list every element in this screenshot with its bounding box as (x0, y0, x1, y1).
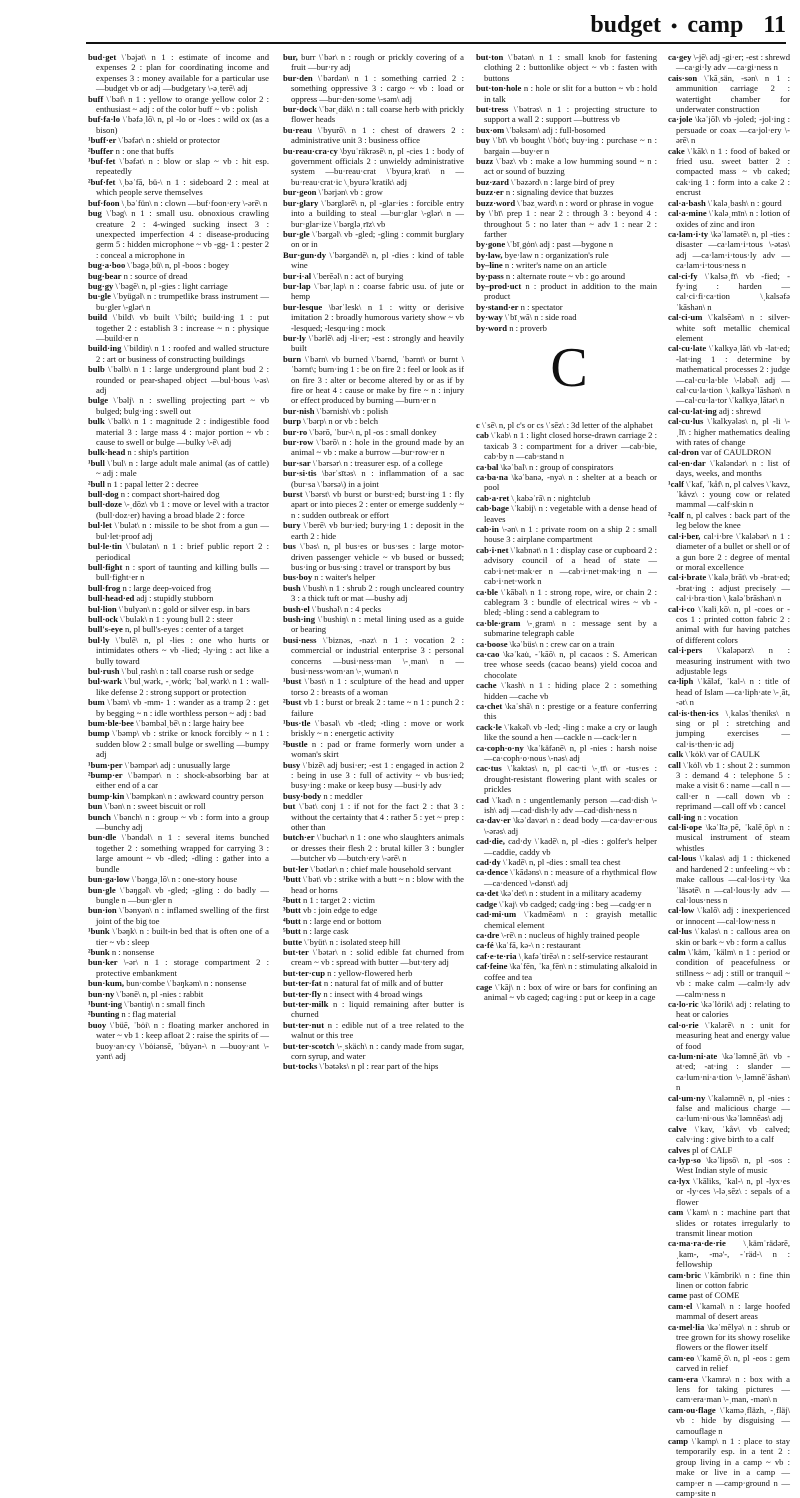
dictionary-entry: by·stand·er n : spectator (476, 301, 563, 312)
dictionary-entry: ¹buf·fet \ˈbəfət\ n : blow or slap ~ vb : hit esp. repeatedly (88, 156, 269, 177)
dictionary-entry: ca·ble·gram \-ˌgram\ n : message sent by a submarine telegraph cable (476, 617, 657, 639)
dictionary-entry: ²bump·er \ˈbəmpər\ n : shock-absorbing bar at either end of a car (88, 770, 269, 791)
dictionary-entry: ca·coph·o·ny \kaˈkäfənē\ n, pl -nies : harsh noise —ca·coph·o·nous \-nəs\ adj (476, 742, 657, 763)
dictionary-entry: ca·ba·na \kəˈbanə, -nyə\ n : shelter at a beach or pool (476, 472, 657, 493)
dictionary-entry: bunch \ˈbənch\ n : group ~ vb : form into a group —bunchy adj (88, 811, 269, 833)
dictionary-entry: burn \ˈbərn\ vb burned \ˈbərnd, ˈbərnt\ or burnt \ˈbərnt\; burn·ing 1 : be on fire 2 : feel or look as if on fire 3 : alter or become altered by or as if by fire or heat 4 : cause or make by fire ~ n : injury or effect produced by burning —burn·er n (283, 353, 464, 406)
dictionary-entry: ¹bust \ˈbəst\ n 1 : sculpture of the head and upper torso 2 : breasts of a woman (283, 676, 464, 697)
dictionary-entry: ¹bull \ˈbul\ n : large adult male animal (as of cattle) ~ adj : male (88, 457, 269, 479)
dictionary-entry: buzz·er n : signaling device that buzzes (476, 187, 614, 198)
dictionary-entry: buzz \ˈbəz\ vb : make a low humming sound ~ n : act or sound of buzzing (476, 156, 657, 177)
dictionary-entry: bull·doze \-ˌdōz\ vb 1 : move or level with a tractor (bull·doz·er) having a broad blade 2 : force (88, 499, 269, 520)
dictionary-entry: buz·zard \ˈbəzərd\ n : large bird of prey (476, 176, 615, 187)
dictionary-entry: bug·bear n : source of dread (88, 270, 188, 281)
dictionary-entry: cal·cu·lus \ˈkalkyələs\ n, pl -li \-ˌlī\ : higher mathematics dealing with rates of change (668, 416, 790, 448)
dictionary-entry: ²bunk n : nonsense (88, 946, 155, 957)
guide-word-right: camp (687, 12, 744, 38)
dictionary-entry: bu·gle \ˈbyügəl\ n : trumpetlike brass instrument —bu·gler \-glər\ n (88, 291, 269, 312)
dictionary-entry: but·ter·fat n : natural fat of milk and of butter (283, 978, 444, 989)
dictionary-entry: ⁴butt n : large end or bottom (283, 915, 382, 926)
dictionary-entry: bun·ny \ˈbənē\ n, pl -nies : rabbit (88, 988, 204, 999)
dictionary-entry: by–prod·uct n : product in addition to the main product (476, 280, 657, 302)
bullet-separator: • (671, 16, 678, 36)
dictionary-entry: bun·ga·low \ˈbəŋgəˌlō\ n : one-story house (88, 874, 238, 885)
dictionary-entry: cal·lous \ˈkaləs\ adj 1 : thickened and hardened 2 : unfeeling ~ vb : make callous —cal·los·i·ty \kaˈläsətē\ n —cal·lous·ly adv —cal·lous·ness n (668, 853, 790, 905)
dictionary-entry: by·gone \ˈbīˌgȯn\ adj : past —bygone n (476, 239, 614, 250)
dictionary-entry: cal·i·ber, cal·i·bre \ˈkaləbər\ n 1 : diameter of a bullet or shell or of a gun bore 2 : degree of mental or moral excellence (668, 530, 790, 572)
dictionary-entry: bur·si·tis \bərˈsītəs\ n : inflammation of a sac (bur·sa \ˈbərsə\) in a joint (283, 468, 464, 489)
dictionary-entry: ⁵butt n : large cask (283, 926, 349, 937)
dictionary-entry: bul·lion \ˈbulyən\ n : gold or silver esp. in bars (88, 603, 250, 614)
guide-word-left: budget (590, 12, 661, 38)
dictionary-entry: by·law, bye·law n : organization's rule (476, 249, 609, 260)
dictionary-entry: ca·lyp·so \kəˈlipsō\ n, pl -sos : West Indian style of music (668, 1155, 790, 1176)
dictionary-entry: bun·kum, bun·combe \ˈbəŋkəm\ n : nonsense (88, 978, 247, 989)
dictionary-entry: bux·om \ˈbəksəm\ adj : full-bosomed (476, 124, 606, 135)
dictionary-entry: bur·den \ˈbərdən\ n 1 : something carried 2 : something oppressive 3 : cargo ~ vb : load or oppress —bur·den·some \-səm\ adj (283, 72, 464, 104)
dictionary-entry: bur, burr \ˈbər\ n : rough or prickly covering of a fruit —bur·ry adj (283, 52, 464, 73)
column-2 (283, 52, 464, 1072)
dictionary-entry: ca·chet \kaˈshā\ n : prestige or a feature conferring this (476, 700, 657, 722)
dictionary-entry: ca·bal \kəˈbal\ n : group of conspirators (476, 461, 614, 472)
dictionary-entry: by \ˈbī\ prep 1 : near 2 : through 3 : beyond 4 : throughout 5 : no later than ~ adv 1 : near 2 : farther (476, 208, 657, 239)
dictionary-entry: bur·ro \ˈbərō, ˈbur-\ n, pl -os : small donkey (283, 426, 437, 437)
dictionary-entry: bur·gle \ˈbərgəl\ vb -gled; -gling : commit burglary on or in (283, 228, 464, 250)
dictionary-entry: cad·die, cad·dy \ˈkadē\ n, pl -dies : golfer's helper —caddie, caddy vb (476, 836, 657, 857)
dictionary-entry: buf·fa·lo \ˈbəfəˌlō\ n, pl -lo or -loes : wild ox (as a bison) (88, 114, 269, 135)
dictionary-entry: camp \ˈkamp\ n 1 : place to stay temporarily esp. in a tent 2 : group living in a camp ~ vb : make or live in a camp —camp·er n —camp·ground n —camp·site n (668, 1436, 790, 1498)
dictionary-entry: caf·e·te·ria \ˌkafəˈtirēə\ n : self-service restaurant (476, 950, 649, 961)
dictionary-entry: cad·mi·um \ˈkadmēəm\ n : grayish metallic chemical element (476, 909, 657, 930)
dictionary-entry: cage \ˈkāj\ n : box of wire or bars for confining an animal ~ vb caged; cag·ing : put or keep in a cage (476, 981, 657, 1003)
dictionary-entry: ca·fé \kaˈfā, kə-\ n : restaurant (476, 940, 581, 951)
dictionary-entry: bu·reau·cra·cy \byuˈräkrəsē\ n, pl -cies 1 : body of government officials 2 : unwieldy administrative system —bu·reau·crat \ˈbyurəˌkrat\ n —bu·reau·crat·ic \ˌbyurəˈkratik\ adj (283, 145, 464, 187)
dictionary-entry: bug·a·boo \ˈbəgəˌbü\ n, pl -boos : bogey (88, 260, 230, 271)
dictionary-entry: ¹bus·tle \ˈbəsəl\ vb -tled; -tling : move or work briskly ~ n : energetic activity (283, 718, 464, 739)
dictionary-entry: bun·gle \ˈbəŋgəl\ vb -gled; -gling : do badly —bungle n —bun·gler n (88, 884, 269, 905)
dictionary-entry: cal·ci·fy \ˈkalsəˌfī\ vb -fied; -fy·ing : harden —cal·ci·fi·ca·tion \ˌkalsəfəˈkāshən\ n (668, 270, 790, 312)
dictionary-entry: ca·det \kəˈdet\ n : student in a military academy (476, 888, 642, 899)
dictionary-entry: bump \ˈbəmp\ vb : strike or knock forcibly ~ n 1 : sudden blow 2 : small bulge or swelling —bumpy adj (88, 728, 269, 760)
dictionary-entry: bush·el \ˈbushəl\ n : 4 pecks (283, 603, 382, 614)
dictionary-entry: bull·fight n : sport of taunting and killing bulls —bull·fight·er n (88, 561, 269, 583)
dictionary-entry: bur·nish \ˈbərnish\ vb : polish (283, 405, 389, 416)
dictionary-entry: cad \ˈkad\ n : ungentlemanly person —cad·dish \-ish\ adj —cad·dish·ly adv —cad·dish·ness n (476, 794, 657, 816)
dictionary-entry: but·tress \ˈbətrəs\ n 1 : projecting structure to support a wall 2 : support —buttress vb (476, 104, 657, 125)
dictionary-entry: busi·ness \ˈbiznəs, -nəz\ n 1 : vocation 2 : commercial or industrial enterprise 3 : personal concerns —busi·ness·man \-ˌman\ n —busi·ness·wom·an \-ˌwumən\ n (283, 634, 464, 676)
dictionary-entry: bus·boy n : waiter's helper (283, 572, 376, 583)
dictionary-entry: ²bunting n : flag material (88, 1009, 177, 1020)
dictionary-entry: bus \ˈbəs\ n, pl bus·es or bus·ses : large motor-driven passenger vehicle ~ vb bused or bussed; bus·ing or bus·sing : travel or transport by bus (283, 541, 464, 572)
dictionary-entry: ²bust vb 1 : burst or break 2 : tame ~ n 1 : punch 2 : failure (283, 697, 464, 718)
dictionary-entry: buf·foon \ˌbəˈfün\ n : clown —buf·foon·ery \-ərē\ n (88, 197, 268, 208)
dictionary-entry: bury \ˈberē\ vb bur·ied; bury·ing 1 : deposit in the earth 2 : hide (283, 520, 464, 541)
dictionary-entry: ca·jole \kəˈjōl\ vb -joled; -jol·ing : persuade or coax —ca·jol·ery \-ərē\ n (668, 114, 790, 146)
dictionary-entry: busy·body n : meddler (283, 790, 363, 801)
dictionary-entry: but·tocks \ˈbətəks\ n pl : rear part of the hips (283, 1061, 439, 1072)
dictionary-entry: cal·li·ope \kəˈlīəˌpē, ˈkalēˌōp\ n : musical instrument of steam whistles (668, 822, 790, 853)
dictionary-entry: calk \ˈkȯk\ var of CAULK (668, 749, 761, 760)
dictionary-entry: cam·bric \ˈkāmbrik\ n : fine thin linen or cotton fabric (668, 1269, 790, 1290)
dictionary-entry: cam·era \ˈkamrə\ n : box with a lens for taking pictures —cam·era·man \-ˌman, -mən\ n (668, 1373, 790, 1405)
dictionary-entry: calves pl of CALF (668, 1144, 733, 1155)
dictionary-entry: bu·reau \ˈbyurō\ n 1 : chest of drawers 2 : administrative unit 3 : business office (283, 124, 464, 146)
dictionary-entry: ¹buff·er \ˈbəfər\ n : shield or protector (88, 135, 220, 146)
dictionary-entry: ¹butt \ˈbət\ vb : strike with a butt ~ n : blow with the head or horns (283, 874, 464, 895)
dictionary-entry: cal·dron var of CAULDRON (668, 447, 772, 458)
dictionary-entry: bul·let \ˈbulət\ n : missile to be shot from a gun —bul·let·proof adj (88, 520, 269, 541)
dictionary-entry: ca·dence \ˈkādəns\ n : measure of a rhythmical flow —ca·denced \-dənst\ adj (476, 867, 657, 888)
dictionary-entry: calve \ˈkav, ˈkåv\ vb calved; calv·ing : give birth to a calf (668, 1123, 790, 1145)
dictionary-entry: bun \ˈbən\ n : sweet biscuit or roll (88, 801, 206, 812)
column-3-top (476, 52, 657, 342)
dictionary-entry: cam \ˈkam\ n : machine part that slides or rotates irregularly to transmit linear motion (668, 1207, 790, 1238)
dictionary-entry: bur·ly \ˈbərlē\ adj -li·er; -est : strongly and heavily built (283, 332, 464, 354)
dictionary-entry: buzz·word \ˈbəzˌwərd\ n : word or phrase in vogue (476, 197, 654, 208)
dictionary-entry: burp \ˈbərp\ n or vb : belch (283, 416, 379, 427)
dictionary-entry: ¹calf \ˈkaf, ˈkåf\ n, pl calves \ˈkavz, ˈkåvz\ : young cow or related mammal —calf·skin n (668, 478, 790, 510)
page-header (590, 12, 786, 39)
dictionary-entry: cab·i·net \ˈkabnət\ n 1 : display case or cupboard 2 : advisory council of a head of state —cab·i·net·mak·er n —cab·i·net·mak·ing n —cab·i·net·work n (476, 544, 657, 587)
dictionary-entry: ²calf n, pl calves : back part of the leg below the knee (668, 509, 790, 531)
dictionary-entry: cake \ˈkāk\ n 1 : food of baked or fried usu. sweet batter 2 : compacted mass ~ vb caked; cak·ing 1 : form into a cake 2 : encrust (668, 145, 790, 198)
column-1 (88, 52, 269, 1061)
dictionary-entry: bun·ion \ˈbənyən\ n : inflamed swelling of the first joint of the big toe (88, 905, 269, 926)
dictionary-entry: cad·dy \ˈkadē\ n, pl -dies : small tea chest (476, 857, 621, 868)
dictionary-entry: but·ter·milk n : liquid remaining after butter is churned (283, 998, 464, 1020)
dictionary-entry: butch·er \ˈbuchər\ n 1 : one who slaughters animals or dresses their flesh 2 : brutal killer 3 : bungler —butcher vb —butch·ery \-ərē\ n (283, 832, 464, 864)
dictionary-entry: butte \ˈbyüt\ n : isolated steep hill (283, 936, 401, 947)
dictionary-entry: bug·gy \ˈbəgē\ n, pl -gies : light carriage (88, 280, 228, 291)
dictionary-entry: ¹bunt·ing \ˈbəntiŋ\ n : small finch (88, 998, 205, 1009)
section-letter: C (550, 337, 588, 399)
dictionary-entry: ca·dre \-rē\ n : nucleus of highly trained people (476, 929, 640, 940)
dictionary-entry: cal·is·then·ics \ˌkaləsˈtheniks\ n sing or pl : stretching and jumping exercises —cal·is·then·ic adj (668, 707, 790, 749)
dictionary-entry: but·ton \ˈbətən\ n 1 : small knob for fastening clothing 2 : buttonlike object ~ vb : fasten with buttons (476, 52, 657, 83)
dictionary-entry: cal·i·co \ˈkaliˌkō\ n, pl -coes or -cos 1 : printed cotton fabric 2 : animal with fur having patches of different colors (668, 603, 790, 645)
dictionary-entry: build \ˈbild\ vb built \ˈbilt\; build·ing 1 : put together 2 : establish 3 : increase ~ n : physique —build·er n (88, 312, 269, 343)
dictionary-entry: burst \ˈbərst\ vb burst or burst·ed; burst·ing 1 : fly apart or into pieces 2 : enter or emerge suddenly ~ n : sudden outbreak or effort (283, 489, 464, 520)
dictionary-entry: bull·frog n : large deep-voiced frog (88, 582, 212, 593)
dictionary-entry: bulk·head n : ship's partition (88, 447, 189, 458)
dictionary-entry: by–line n : writer's name on an article (476, 260, 607, 271)
dictionary-entry: cal·en·dar \ˈkaləndər\ n : list of days, weeks, and months (668, 457, 790, 479)
dictionary-entry: by·word n : proverb (476, 322, 547, 333)
dictionary-entry: ¹bum·per \ˈbəmpər\ adj : unusually large (88, 759, 231, 770)
dictionary-entry: buoy \ˈbüē, ˈbȯi\ n : floating marker anchored in water ~ vb 1 : keep afloat 2 : raise the spirits of —buoy·an·cy \ˈbȯiənsē, ˈbüyən-\ n —buoy·ant \-yənt\ adj (88, 1019, 269, 1061)
dictionary-entry: cal·um·ny \ˈkaləmnē\ n, pl -nies : false and malicious charge —ca·lum·ni·ous \kəˈləmnēəs\ adj (668, 1092, 790, 1124)
dictionary-entry: cal·lus \ˈkaləs\ n : callous area on skin or bark ~ vb : form a callus (668, 926, 790, 947)
dictionary-entry: cab \ˈkab\ n 1 : light closed horse-drawn carriage 2 : taxicab 3 : compartment for a driver —cab·bie, cab·by n —cab·stand n (476, 430, 657, 462)
dictionary-entry: but·ter·cup n : yellow-flowered herb (283, 967, 413, 978)
dictionary-entry: cam·eo \ˈkamēˌō\ n, pl -eos : gem carved in relief (668, 1352, 790, 1374)
dictionary-entry: but·ter·scotch \-ˌskäch\ n : candy made from sugar, corn syrup, and water (283, 1040, 464, 1061)
dictionary-entry: cam·el \ˈkaməl\ n : large hoofed mammal of desert areas (668, 1300, 790, 1322)
dictionary-entry: buff \ˈbəf\ n 1 : yellow to orange yellow color 2 : enthusiast ~ adj : of the color buff ~ vb : polish (88, 93, 269, 115)
dictionary-entry: bull·head·ed adj : stupidly stubborn (88, 593, 214, 604)
dictionary-entry: ²bustle n : pad or frame formerly worn under a woman's skirt (283, 738, 464, 760)
dictionary-entry: ca·ma·ra·de·rie \ˌkämˈrädərē, ˌkam-, -mə'-, -ˈräd-\ n : fellowship (668, 1238, 790, 1270)
dictionary-entry: came past of COME (668, 1290, 740, 1301)
dictionary-entry: bul·wark \ˈbulˌwərk, -ˌwȯrk; ˈbəlˌwərk\ n 1 : wall-like defense 2 : strong support or protection (88, 676, 269, 697)
dictionary-entry: cal·low \ˈkalō\ adj : inexperienced or innocent —cal·low·ness n (668, 905, 790, 926)
dictionary-entry: bul·ly \ˈbulē\ n, pl -lies : one who hurts or intimidates others ~ vb -lied; -ly·ing : act like a bully toward (88, 634, 269, 666)
dictionary-entry: but·ler \ˈbətlər\ n : chief male household servant (283, 863, 452, 874)
dictionary-entry: ca·lum·ni·ate \kəˈləmnēˌāt\ vb -at·ed; -at·ing : slander —ca·lum·ni·a·tion \-ˌləmnēˈāshən\ n (668, 1051, 790, 1093)
dictionary-entry: but·ter·fly n : insect with 4 broad wings (283, 988, 423, 999)
dictionary-entry: cal·a·bash \ˈkaləˌbash\ n : gourd (668, 197, 782, 208)
dictionary-entry: bur·geon \ˈbərjən\ vb : grow (283, 187, 383, 198)
dictionary-entry: calm \ˈkäm, ˈkälm\ n 1 : period or condition of peacefulness or stillness ~ adj : still or tranquil ~ vb : make calm —calm·ly adv —calm·ness n (668, 946, 790, 999)
dictionary-entry: bum·ble·bee \ˈbəmbəlˌbē\ n : large hairy bee (88, 718, 244, 728)
dictionary-entry: bud·get \ˈbəjət\ n 1 : estimate of income and expenses 2 : plan for coordinating income and expenses 3 : money available for a particular use —budget vb or adj —budgetary \-əˌterē\ adj (88, 52, 269, 94)
dictionary-entry: ca·lam·i·ty \kəˈlamətē\ n, pl -ties : disaster —ca·lam·i·tous \-ətəs\ adj —ca·lam·i·tous·ly adv —ca·lam·i·tous·ness n (668, 228, 790, 271)
dictionary-entry: bulge \ˈbəlj\ n : swelling projecting part ~ vb bulged; bulg·ing : swell out (88, 395, 269, 416)
dictionary-entry: bull's-eye n, pl bull's-eyes : center of a target (88, 624, 244, 635)
dictionary-entry: but·ter·nut n : edible nut of a tree related to the walnut or this tree (283, 1019, 464, 1041)
dictionary-entry: caf·feine \kaˈfēn, ˈkaˌfēn\ n : stimulating alkaloid in coffee and tea (476, 961, 657, 982)
dictionary-entry: cais·son \ˈkāˌsän, -sən\ n 1 : ammunition carriage 2 : watertight chamber for underwater construction (668, 72, 790, 115)
dictionary-entry: ca·cao \kəˈkau̇, -ˈkāō\ n, pl cacaos : S. American tree whose seeds (cacao beans) yield cocoa and chocolate (476, 648, 657, 680)
dictionary-entry: ²buf·fet \ˌbəˈfā, bü-\ n 1 : sideboard 2 : meal at which people serve themselves (88, 176, 269, 198)
dictionary-entry: busy \ˈbizē\ adj busi·er; -est 1 : engaged in action 2 : being in use 3 : full of activity ~ vb bus·ied; busy·ing : make or keep busy —busi·ly adv (283, 759, 464, 791)
dictionary-entry: ¹bunk \ˈbəŋk\ n : built-in bed that is often one of a tier ~ vb : sleep (88, 926, 269, 947)
dictionary-entry: bul·le·tin \ˈbulətən\ n 1 : brief public report 2 : periodical (88, 541, 269, 562)
dictionary-entry: but·ter \ˈbətər\ n : solid edible fat churned from cream ~ vb : spread with butter —but·tery adj (283, 946, 464, 968)
dictionary-entry: by·pass n : alternate route ~ vb : go around (476, 270, 626, 281)
dictionary-entry: ²butt n 1 : target 2 : victim (283, 894, 375, 905)
dictionary-entry: call \ˈkȯl\ vb 1 : shout 2 : summon 3 : demand 4 : telephone 5 : make a visit 6 : name —call n —call·er n —call down vb : reprimand —call off vb : cancel (668, 759, 790, 812)
dictionary-entry: bump·kin \ˈbəmpkən\ n : awkward country person (88, 790, 264, 801)
dictionary-entry: cal·ci·um \ˈkalsēəm\ n : silver-white soft metallic chemical element (668, 312, 790, 343)
column-3-bottom (476, 420, 657, 1003)
dictionary-entry: ca·boose \kəˈbüs\ n : crew car on a train (476, 638, 615, 649)
dictionary-entry: bulk \ˈbəlk\ n 1 : magnitude 2 : indigestible food material 3 : large mass 4 : major portion ~ vb : cause to swell or bulge —bulky \-ē\ adj (88, 416, 269, 448)
column-4 (668, 52, 790, 1498)
dictionary-entry: bulb \ˈbəlb\ n 1 : large underground plant bud 2 : rounded or pear-shaped object —bul·bous \-əs\ adj (88, 364, 269, 395)
dictionary-entry: but \ˈbət\ conj 1 : if not for the fact 2 : that 3 : without the certainty that 4 : rather 5 : yet ~ prep : other than (283, 801, 464, 833)
dictionary-entry: bug \ˈbəg\ n 1 : small usu. obnoxious crawling creature 2 : 4-winged sucking insect 3 : unexpected imperfection 4 : disease-producing germ 5 : hidden microphone ~ vb -gg- 1 : pester 2 : conceal a microphone in (88, 208, 269, 260)
dictionary-entry: bun·dle \ˈbəndəl\ n 1 : several items bunched together 2 : something wrapped for carrying 3 : large amount ~ vb -dled; -dling : gather into a bundle (88, 832, 269, 874)
dictionary-entry: cab·in \-ən\ n 1 : private room on a ship 2 : small house 3 : airplane compartment (476, 524, 657, 545)
dictionary-entry: by·way \ˈbīˌwā\ n : side road (476, 312, 577, 323)
dictionary-entry: bush \ˈbush\ n 1 : shrub 2 : rough uncleared country 3 : a thick tuft or mat —bushy adj (283, 582, 464, 604)
dictionary-entry: c \ˈsē\ n, pl c's or cs \ˈsēz\ : 3d letter of the alphabet (476, 420, 653, 430)
dictionary-entry: cal·o·rie \ˈkalərē\ n : unit for measuring heat and energy value of food (668, 1019, 790, 1051)
dictionary-entry: call·ing n : vocation (668, 811, 738, 822)
dictionary-entry: build·ing \ˈbildiŋ\ n 1 : roofed and walled structure 2 : art or business of constructing buildings (88, 343, 269, 364)
dictionary-entry: buy \ˈbī\ vb bought \ˈbȯt\; buy·ing : purchase ~ n : bargain —buy·er n (476, 135, 657, 156)
dictionary-entry: cal·cu·late \ˈkalkyəˌlāt\ vb -lat·ed; -lat·ing 1 : determine by mathematical processes 2 : judge —cal·cu·la·ble \-ləbəl\ adj —cal·cu·la·tion \ˌkalkyəˈlāshən\ n —cal·cu·la·tor \ˈkalkyəˌlātər\ n (668, 343, 790, 406)
dictionary-entry: ²buffer n : one that buffs (88, 145, 174, 156)
dictionary-entry: cal·cu·lat·ing adj : shrewd (668, 405, 761, 416)
dictionary-entry: bur·i·al \ˈberēəl\ n : act of burying (283, 270, 404, 281)
dictionary-entry: ca·gey \-jē\ adj -gi·er; -est : shrewd —ca·gi·ly adv —ca·gi·ness n (668, 52, 790, 73)
dictionary-entry: ca·mel·lia \kəˈmēlyə\ n : shrub or tree grown for its showy roselike flowers or the flower itself (668, 1321, 790, 1353)
dictionary-entry: bul·rush \ˈbulˌrəsh\ n : tall coarse rush or sedge (88, 665, 254, 676)
dictionary-entry: cab·a·ret \ˌkabəˈrā\ n : nightclub (476, 492, 591, 503)
dictionary-entry: cal·i·pers \ˈkaləpərz\ n : measuring instrument with two adjustable legs (668, 645, 790, 676)
dictionary-entry: cac·tus \ˈkaktəs\ n, pl cac·ti \-ˌtī\ or -tus·es : drought-resistant flowering plant with scales or prickles (476, 763, 657, 795)
dictionary-entry: ca·liph \ˈkāləf, ˈkal-\ n : title of head of Islam —ca·liph·ate \-ˌāt, -ət\ n (668, 676, 790, 708)
dictionary-entry: cal·a·mine \ˈkaləˌmīn\ n : lotion of oxides of zinc and iron (668, 208, 790, 229)
dictionary-entry: bull·ock \ˈbulək\ n 1 : young bull 2 : steer (88, 613, 233, 624)
dictionary-entry: cache \ˈkash\ n 1 : hiding place 2 : something hidden —cache vb (476, 680, 657, 701)
dictionary-entry: cal·i·brate \ˈkaləˌbrāt\ vb -brat·ed; -brat·ing : adjust precisely —cal·i·bra·tion \ˌkaləˈbrāshən\ n (668, 572, 790, 604)
dictionary-entry: cadge \ˈkaj\ vb cadged; cadg·ing : beg —cadg·er n (476, 898, 652, 909)
dictionary-entry: bur·dock \ˈbərˌdäk\ n : tall coarse herb with prickly flower heads (283, 104, 464, 125)
dictionary-entry: ²bull n 1 : papal letter 2 : decree (88, 478, 199, 489)
dictionary-entry: bush·ing \ˈbushiŋ\ n : metal lining used as a guide or bearing (283, 613, 464, 635)
dictionary-entry: cam·ou·flage \ˈkaməˌfläzh, -ˌfläj\ vb : hide by disguising —camouflage n (668, 1404, 790, 1436)
dictionary-entry: ca·lo·ric \kəˈlȯrik\ adj : relating to heat or calories (668, 998, 790, 1020)
dictionary-entry: bur·sar \ˈbərsər\ n : treasurer esp. of a college (283, 457, 443, 468)
dictionary-entry: bun·ker \-ər\ n 1 : storage compartment 2 : protective embankment (88, 957, 269, 978)
dictionary-entry: ca·dav·er \kəˈdavər\ n : dead body —ca·dav·er·ous \-ərəs\ adj (476, 815, 657, 836)
dictionary-entry: cack·le \ˈkakəl\ vb -led; -ling : make a cry or laugh like the sound a hen —cackle n —cack·ler n (476, 721, 657, 743)
dictionary-entry: cab·bage \ˈkabij\ n : vegetable with a dense head of leaves (476, 503, 657, 524)
header-rule (86, 42, 786, 44)
dictionary-entry: bur·row \ˈbərō\ n : hole in the ground made by an animal ~ vb : make a burrow —bur·row·er n (283, 437, 464, 458)
dictionary-entry: ³butt vb : join edge to edge (283, 905, 378, 916)
dictionary-entry: bur·lap \ˈbərˌlap\ n : coarse fabric usu. of jute or hemp (283, 280, 464, 302)
dictionary-entry: bur·glary \ˈbərglərē\ n, pl -glar·ies : forcible entry into a building to steal —bur·glar \-glər\ n —bur·glar·ize \ˈbərgləˌrīz\ vb (283, 197, 464, 229)
dictionary-entry: ca·lyx \ˈkāliks, ˈkal-\ n, pl -lyx·es or -ly·ces \-ləˌsēz\ : sepals of a flower (668, 1175, 790, 1207)
dictionary-entry: but·ton·hole n : hole or slit for a button ~ vb : hold in talk (476, 83, 657, 104)
dictionary-entry: bur·lesque \bərˈlesk\ n 1 : witty or derisive imitation 2 : broadly humorous variety show ~ vb -lesqued; -lesqu·ing : mock (283, 301, 464, 333)
dictionary-entry: bum \ˈbəm\ vb -mm- 1 : wander as a tramp 2 : get by begging ~ n : idle worthless person ~ adj : bad (88, 697, 269, 718)
dictionary-entry: ca·ble \ˈkābəl\ n 1 : strong rope, wire, or chain 2 : cablegram 3 : bundle of electrical wires ~ vb -bled; -bling : send a cablegram to (476, 586, 657, 618)
dictionary-entry: bull·dog n : compact short-haired dog (88, 489, 220, 500)
page-number: 11 (763, 12, 786, 38)
dictionary-entry: Bur·gun·dy \ˈbərgəndē\ n, pl -dies : kind of table wine (283, 249, 464, 271)
